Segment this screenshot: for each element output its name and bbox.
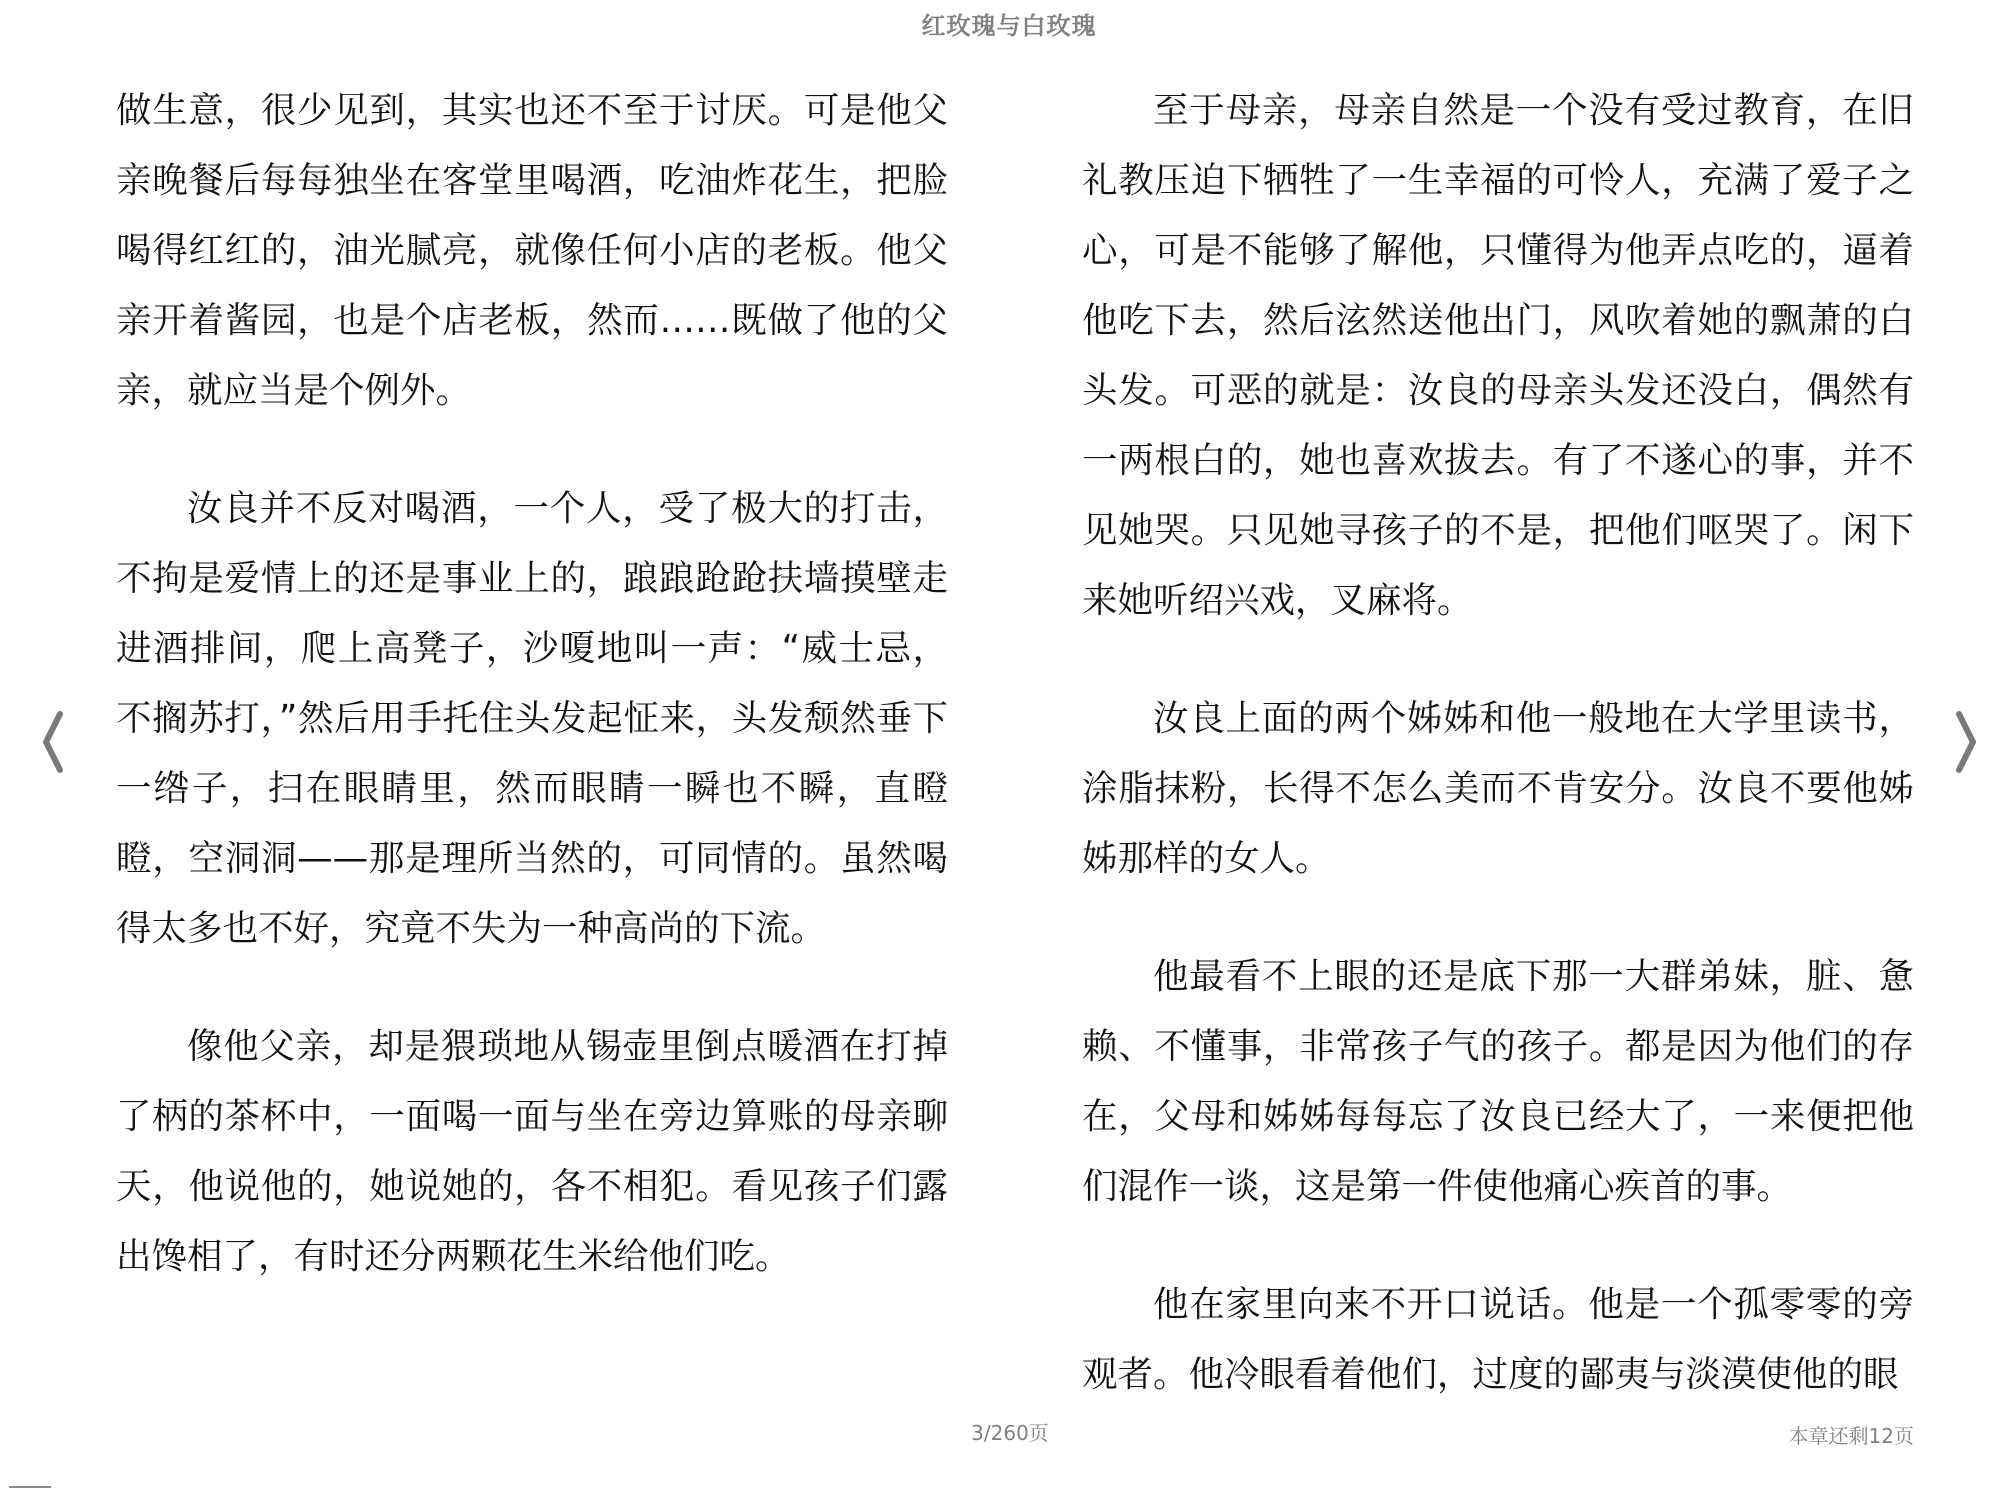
paragraph: 汝良并不反对喝酒，一个人，受了极大的打击，不拘是爱情上的还是事业上的，踉踉跄跄扶墙摸壁走进酒排间，爬上高凳子，沙嗄地叫一声：“威士忌，不搁苏打，”然后用手托住头发起怔来，头发颓然垂下一绺子，扫在眼睛里，然而眼睛一瞬也不瞬，直瞪瞪，空洞洞——那是理所当然的，可同情的。虽然喝得太多也不好，究竟不失为一种高尚的下流。 <box>116 488 948 949</box>
chevron-right-icon <box>1947 706 1987 778</box>
paragraph: 他在家里向来不开口说话。他是一个孤零零的旁观者。他冷眼看着他们，过度的鄙夷与淡漠使他的眼 <box>1082 1284 1914 1395</box>
paragraph: 像他父亲，却是猥琐地从锡壶里倒点暖酒在打掉了柄的茶杯中，一面喝一面与坐在旁边算账的母亲聊天，他说他的，她说她的，各不相犯。看见孩子们露出馋相了，有时还分两颗花生米给他们吃。 <box>116 1026 948 1277</box>
book-title: 红玫瑰与白玫瑰 <box>921 12 1097 40</box>
left-page <box>116 76 948 1340</box>
paragraph: 做生意，很少见到，其实也还不至于讨厌。可是他父亲晚餐后每每独坐在客堂里喝酒，吃油炸花生，把脸喝得红红的，油光腻亮，就像任何小店的老板。他父亲开着酱园，也是个店老板，然而……既做了他的父亲，就应当是个例外。 <box>116 90 948 411</box>
next-page-button[interactable] <box>1947 706 1987 778</box>
paragraph: 至于母亲，母亲自然是一个没有受过教育，在旧礼教压迫下牺牲了一生幸福的可怜人，充满了爱子之心，可是不能够了解他，只懂得为他弄点吃的，逼着他吃下去，然后泫然送他出门，风吹着她的飘萧的白头发。可恶的就是：汝良的母亲头发还没白，偶然有一两根白的，她也喜欢拔去。有了不遂心的事，并不见她哭。只见她寻孩子的不是，把他们呕哭了。闲下来她听绍兴戏，叉麻将。 <box>1082 90 1914 621</box>
page-indicator: 3/260页 <box>971 1421 1049 1445</box>
chevron-left-icon <box>32 706 72 778</box>
previous-page-button[interactable] <box>32 706 72 778</box>
paragraph: 汝良上面的两个姊姊和他一般地在大学里读书，涂脂抹粉，长得不怎么美而不肯安分。汝良不要他姊姊那样的女人。 <box>1082 698 1914 879</box>
right-page <box>1082 76 1914 1458</box>
paragraph: 他最看不上眼的还是底下那一大群弟妹，脏、惫赖、不懂事，非常孩子气的孩子。都是因为他们的存在，父母和姊姊每每忘了汝良已经大了，一来便把他们混作一谈，这是第一件使他痛心疾首的事。 <box>1082 956 1914 1207</box>
chapter-remaining-pages: 本章还剩12页 <box>1788 1424 1914 1448</box>
